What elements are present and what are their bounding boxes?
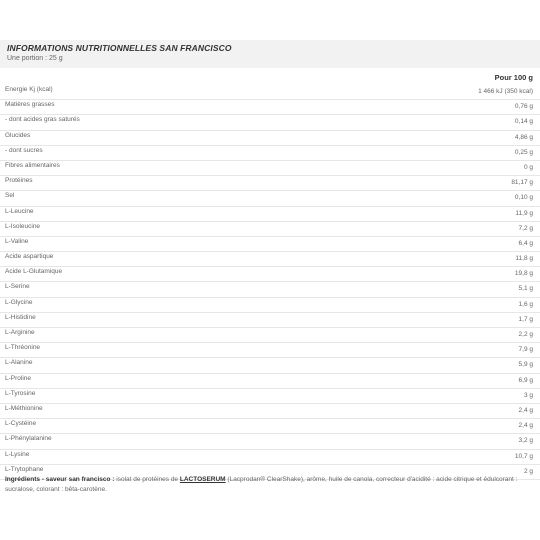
nutrient-label: L-Histidine xyxy=(5,313,36,321)
table-row xyxy=(0,358,540,373)
table-row xyxy=(0,131,540,146)
ingredients-brand: LACTOSERUM xyxy=(179,476,226,483)
table-row xyxy=(0,343,540,358)
nutrition-table xyxy=(0,85,540,480)
nutrient-value: 5,1 g xyxy=(518,285,533,293)
table-row xyxy=(0,313,540,328)
nutrient-value: 7,9 g xyxy=(518,346,533,354)
table-row xyxy=(0,267,540,282)
nutrient-label: L-Leucine xyxy=(5,207,34,215)
table-row xyxy=(0,434,540,449)
nutrient-value: 1,6 g xyxy=(518,300,533,308)
page-title: INFORMATIONS NUTRITIONNELLES SAN FRANCISCO xyxy=(7,43,232,53)
nutrient-value: 81,17 g xyxy=(511,179,533,187)
nutrient-value: 2,4 g xyxy=(518,406,533,414)
nutrient-label: L-Thréonine xyxy=(5,344,41,352)
nutrient-label: Acide L-Glutamique xyxy=(5,268,63,276)
ingredients-text-before: isolat de protéines de xyxy=(114,476,180,483)
table-row xyxy=(0,450,540,465)
table-row xyxy=(0,374,540,389)
nutrient-value: 6,4 g xyxy=(518,239,533,247)
nutrient-value: 4,86 g xyxy=(514,133,533,141)
nutrient-label: Matières grasses xyxy=(5,101,55,109)
table-row xyxy=(0,282,540,297)
nutrient-label: L-Proline xyxy=(5,374,32,382)
table-row xyxy=(0,115,540,130)
nutrient-label: Fibres alimentaires xyxy=(5,161,60,169)
nutrient-value: 0,14 g xyxy=(514,118,533,126)
nutrient-value: 10,7 g xyxy=(514,452,533,460)
nutrient-label: - dont sucres xyxy=(5,146,43,154)
nutrient-label: L-Isoleucine xyxy=(5,222,41,230)
table-row xyxy=(0,237,540,252)
table-row xyxy=(0,176,540,191)
nutrient-label: - dont acides gras saturés xyxy=(5,116,80,124)
table-row xyxy=(0,146,540,161)
nutrient-value: 2 g xyxy=(523,467,533,475)
nutrient-label: L-Cystéine xyxy=(5,420,37,428)
nutrient-value: 0 g xyxy=(523,163,533,171)
nutrient-value: 3,2 g xyxy=(518,437,533,445)
nutrient-value: 2,4 g xyxy=(518,422,533,430)
ingredients-text xyxy=(5,475,530,495)
nutrient-value: 0,25 g xyxy=(514,148,533,156)
nutrient-label: L-Valine xyxy=(5,237,29,245)
nutrient-value: 2,2 g xyxy=(518,331,533,338)
nutrient-value: 0,76 g xyxy=(514,103,533,111)
nutrient-value: 19,8 g xyxy=(514,270,533,278)
nutrient-label: Energie Kj (kcal) xyxy=(5,86,53,93)
table-row xyxy=(0,222,540,237)
nutrient-label: L-Trytophane xyxy=(5,465,44,473)
nutrient-label: Acide aspartique xyxy=(5,253,54,261)
table-row xyxy=(0,419,540,434)
nutrient-value: 11,8 g xyxy=(515,255,533,263)
nutrient-label: L-Arginine xyxy=(5,329,35,336)
portion-text: Une portion : 25 g xyxy=(7,55,63,62)
table-row xyxy=(0,252,540,267)
nutrient-label: Protéines xyxy=(5,177,33,185)
column-header-per-100g: Pour 100 g xyxy=(494,73,533,82)
nutrient-value: 3 g xyxy=(523,391,533,399)
nutrition-header xyxy=(0,40,540,68)
table-row xyxy=(0,328,540,343)
table-row xyxy=(0,161,540,176)
nutrient-value: 1 466 kJ (350 kcal) xyxy=(478,88,533,95)
table-row xyxy=(0,191,540,206)
table-row xyxy=(0,85,540,100)
nutrient-value: 6,9 g xyxy=(518,376,533,384)
nutrient-label: L-Méthionine xyxy=(5,404,43,412)
table-row xyxy=(0,298,540,313)
table-row xyxy=(0,207,540,222)
table-row xyxy=(0,100,540,115)
table-row xyxy=(0,389,540,404)
nutrient-label: L-Alanine xyxy=(5,359,33,367)
nutrient-label: L-Glycine xyxy=(5,298,33,306)
nutrient-label: L-Tyrosine xyxy=(5,389,36,397)
nutrient-value: 1,7 g xyxy=(518,315,533,323)
ingredients-text-after: (Lacprodan® ClearShake), arôme, huile de canola, correcteur d'acidité : acide citrique et édulcorant : sucralose, colorant : bêta-carotène. xyxy=(5,476,518,493)
nutrient-value: 11,9 g xyxy=(515,209,533,217)
nutrient-value: 0,10 g xyxy=(514,194,533,202)
table-row xyxy=(0,404,540,419)
ingredients-label: Ingrédients - saveur san francisco : xyxy=(5,476,115,483)
nutrient-label: Sel xyxy=(5,192,15,200)
nutrient-label: L-Phénylalanine xyxy=(5,435,52,443)
nutrient-value: 7,2 g xyxy=(518,224,533,232)
nutrient-label: Glucides xyxy=(5,131,31,139)
nutrient-label: L-Lysine xyxy=(5,450,30,458)
nutrient-label: L-Serine xyxy=(5,283,30,291)
nutrient-value: 5,9 g xyxy=(518,361,533,369)
